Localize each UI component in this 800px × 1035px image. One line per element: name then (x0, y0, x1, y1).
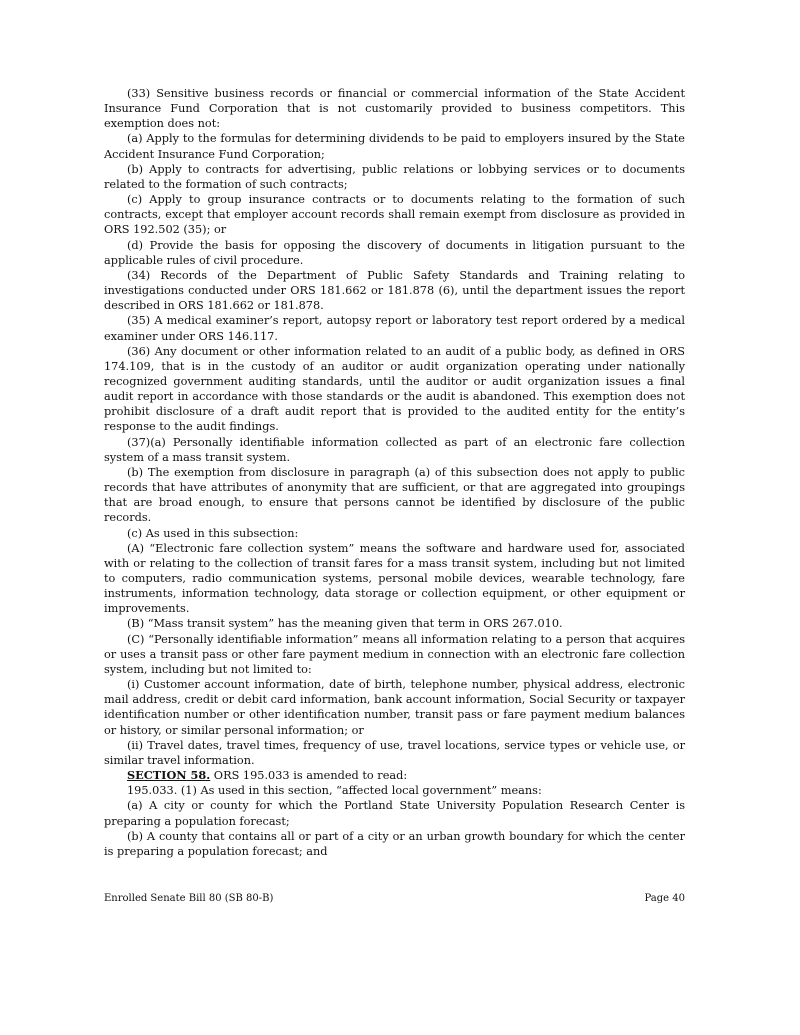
paragraph-33c: (c) Apply to group insurance contracts or to documents relating to the formation of such contracts, except that employer account records shall remain exempt from disclosure as provided in ORS 192.502 (35); or (104, 193, 685, 237)
paragraph-195-033-1: 195.033. (1) As used in this section, “affected local government” means: (127, 784, 542, 798)
section-heading-paragraph (104, 768, 685, 783)
section-text: ORS 195.033 is amended to read: (210, 769, 408, 783)
paragraph-33: (33) Sensitive business records or financial or commercial information of the State Accident Insurance Fund Corporation that is not customarily provided to business competitors. This exemption does not: (104, 87, 685, 131)
paragraph-195-033-1a: (a) A city or county for which the Portland State University Population Research Center is preparing a population forecast; (104, 799, 685, 828)
paragraph-37c: (c) As used in this subsection: (127, 526, 299, 540)
page-footer (104, 893, 685, 905)
paragraph-37c-C-i: (i) Customer account information, date of birth, telephone number, physical address, electronic mail address, credit or debit card information, bank account information, Social Security or taxpayer identification number or other identification number, transit pass or fare payment medium balances or history, or similar personal information; or (104, 678, 685, 737)
paragraph-37c-C-ii: (ii) Travel dates, travel times, frequency of use, travel locations, service types or vehicle use, or similar travel information. (104, 738, 685, 767)
paragraph-37c-C: (C) “Personally identifiable information” means all information relating to a person that acquires or uses a transit pass or other fare payment medium in connection with an electronic fare collection system, including but not limited to: (104, 632, 685, 676)
paragraph-33d: (d) Provide the basis for opposing the discovery of documents in litigation pursuant to the applicable rules of civil procedure. (104, 238, 685, 267)
paragraph-37a: (37)(a) Personally identifiable information collected as part of an electronic fare collection system of a mass transit system. (104, 435, 685, 464)
paragraph-33b: (b) Apply to contracts for advertising, public relations or lobbying services or to documents related to the formation of such contracts; (104, 162, 685, 191)
footer-page-number: Page 40 (644, 893, 685, 904)
paragraph-37c-A: (A) “Electronic fare collection system” means the software and hardware used for, associated with or relating to the collection of transit fares for a mass transit system, including but not limited to computers, radio communication systems, personal mobile devices, wearable technology, fare instruments, information technology, data storage or collection equipment, or other equipment or improvements. (104, 541, 685, 616)
footer-bill-title: Enrolled Senate Bill 80 (SB 80-B) (104, 893, 274, 904)
paragraph-34: (34) Records of the Department of Public Safety Standards and Training relating to investigations conducted under ORS 181.662 or 181.878 (6), until the department issues the report described in ORS 181.662 or 181.878. (104, 268, 685, 313)
paragraph-36: (36) Any document or other information related to an audit of a public body, as defined in ORS 174.109, that is in the custody of an auditor or audit organization operating under nationally recognized government auditing standards, until the auditor or audit organization issues a final audit report in accordance with those standards or the audit is abandoned. This exemption does not prohibit disclosure of a draft audit report that is provided to the audited entity for the entity’s response to the audit findings. (104, 344, 685, 434)
paragraph-33a: (a) Apply to the formulas for determining dividends to be paid to employers insured by the State Accident Insurance Fund Corporation; (104, 132, 685, 161)
body-text (104, 86, 685, 859)
section-label: SECTION 58. (127, 768, 211, 783)
paragraph-37b: (b) The exemption from disclosure in paragraph (a) of this subsection does not apply to public records that have attributes of anonymity that are sufficient, or that are aggregated into groupings that are broad enough, to ensure that persons cannot be identified by disclosure of the public records. (104, 465, 685, 525)
paragraph-37c-B: (B) “Mass transit system” has the meaning given that term in ORS 267.010. (127, 617, 563, 631)
paragraph-195-033-1b: (b) A county that contains all or part of a city or an urban growth boundary for which the center is preparing a population forecast; and (104, 829, 685, 858)
paragraph-35: (35) A medical examiner’s report, autopsy report or laboratory test report ordered by a medical examiner under ORS 146.117. (104, 314, 685, 343)
